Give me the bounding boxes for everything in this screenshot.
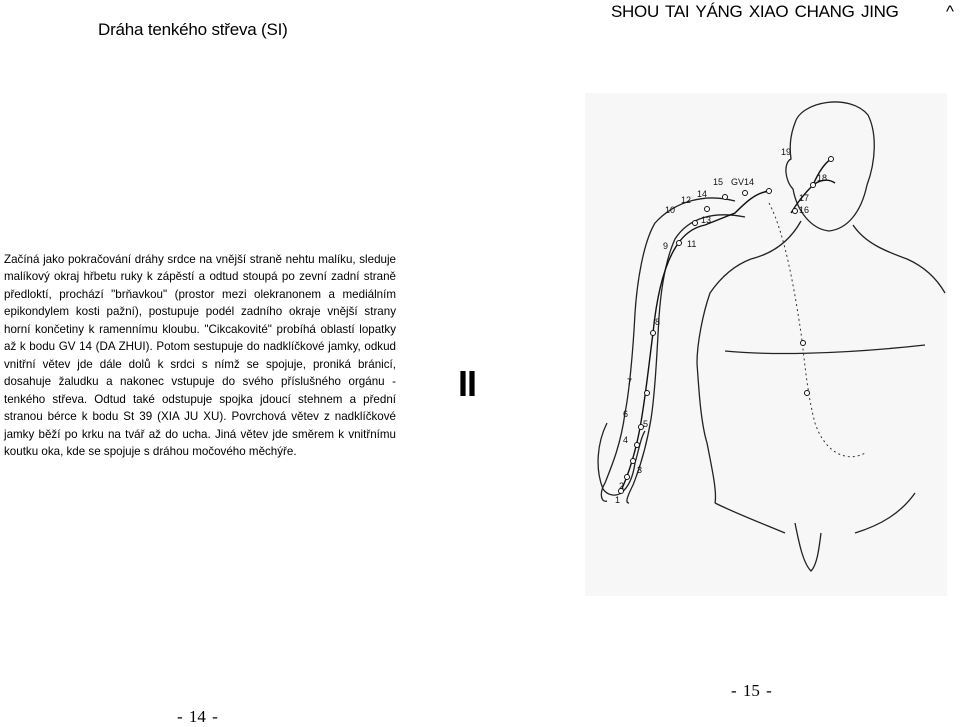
left-page-title: Dráha tenkého střeva (SI) [98,20,288,39]
point-label-3: 3 [637,465,643,475]
point-label-6: 6 [623,409,629,419]
left-page-number: - 14 - [177,707,218,726]
meridian-description: Začíná jako pokračování dráhy srdce na vnější straně nehtu malíku, sleduje malíkový okraj hřbetu ruky k zápěstí a odtud stoupá po zevní zadní straně předloktí, prochází "brňavkou" (prostor mezi olekranonem a mediálním epikondylem kosti pažní), postupuje podél zadního okraje vnější strany horní končetiny k ramennímu kloubu. "Cikcakovité" probíhá oblastí lopatky až k bodu GV 14 (DA ZHUI). Potom sestupuje do nadklíčkové jamky, odkud vnitřní větev jde dále dolů k srdci s nímž se spojuje, proniká bránicí, dosahuje žaludku a nakonec vstupuje do svého příslušného orgánu - tenkého střeva. Odtud také odstupuje spojka jdoucí stehnem a přední stranou bérce k bodu St 39 (XIA JU XU). Povrchová větev z nadklíčkové jamky běží po krku na tvář až do ucha. Jiná větev jde směrem k vnitřnímu koutku oka, kde se spojuje s dráhou močového měchýře. [4,253,396,458]
body-illustration [585,93,947,596]
right-page-title [611,2,954,22]
torso-right-outline [853,225,945,293]
arm-inner-outline [627,215,745,503]
point-label-1: 1 [615,495,621,505]
point-label-13: 13 [701,215,712,225]
roman-numeral: II [458,363,477,404]
point-label-17: 17 [799,193,810,203]
point-label-16: 16 [799,205,810,215]
point-label-15: 15 [713,177,724,187]
point-label-10: 10 [665,205,676,215]
point-label-gv14: GV14 [731,177,755,187]
meridian-figure [585,93,947,596]
arm-outer-outline [601,198,735,501]
point-label-8: 8 [655,317,661,327]
point-label-19: 19 [781,147,792,157]
point-label-5: 5 [643,419,649,429]
internal-branch-line [769,203,865,457]
title-mark: ^ [946,2,954,21]
point-label-7: 7 [627,377,633,387]
point-label-9: 9 [663,241,669,251]
point-label-18: 18 [817,173,828,183]
waist-lines [725,345,925,353]
point-label-4: 4 [623,435,629,445]
point-label-12: 12 [681,195,692,205]
pelvis-outline [715,493,915,571]
point-label-11: 11 [687,239,697,249]
point-label-2: 2 [619,481,625,491]
point-label-14: 14 [697,189,708,199]
right-page-number: - 15 - [731,681,772,700]
arm-meridian-line [621,191,769,491]
right-title-text: SHOU TAI YÁNG XIAO CHANG JING [611,2,899,21]
torso-left-outline [697,221,801,503]
